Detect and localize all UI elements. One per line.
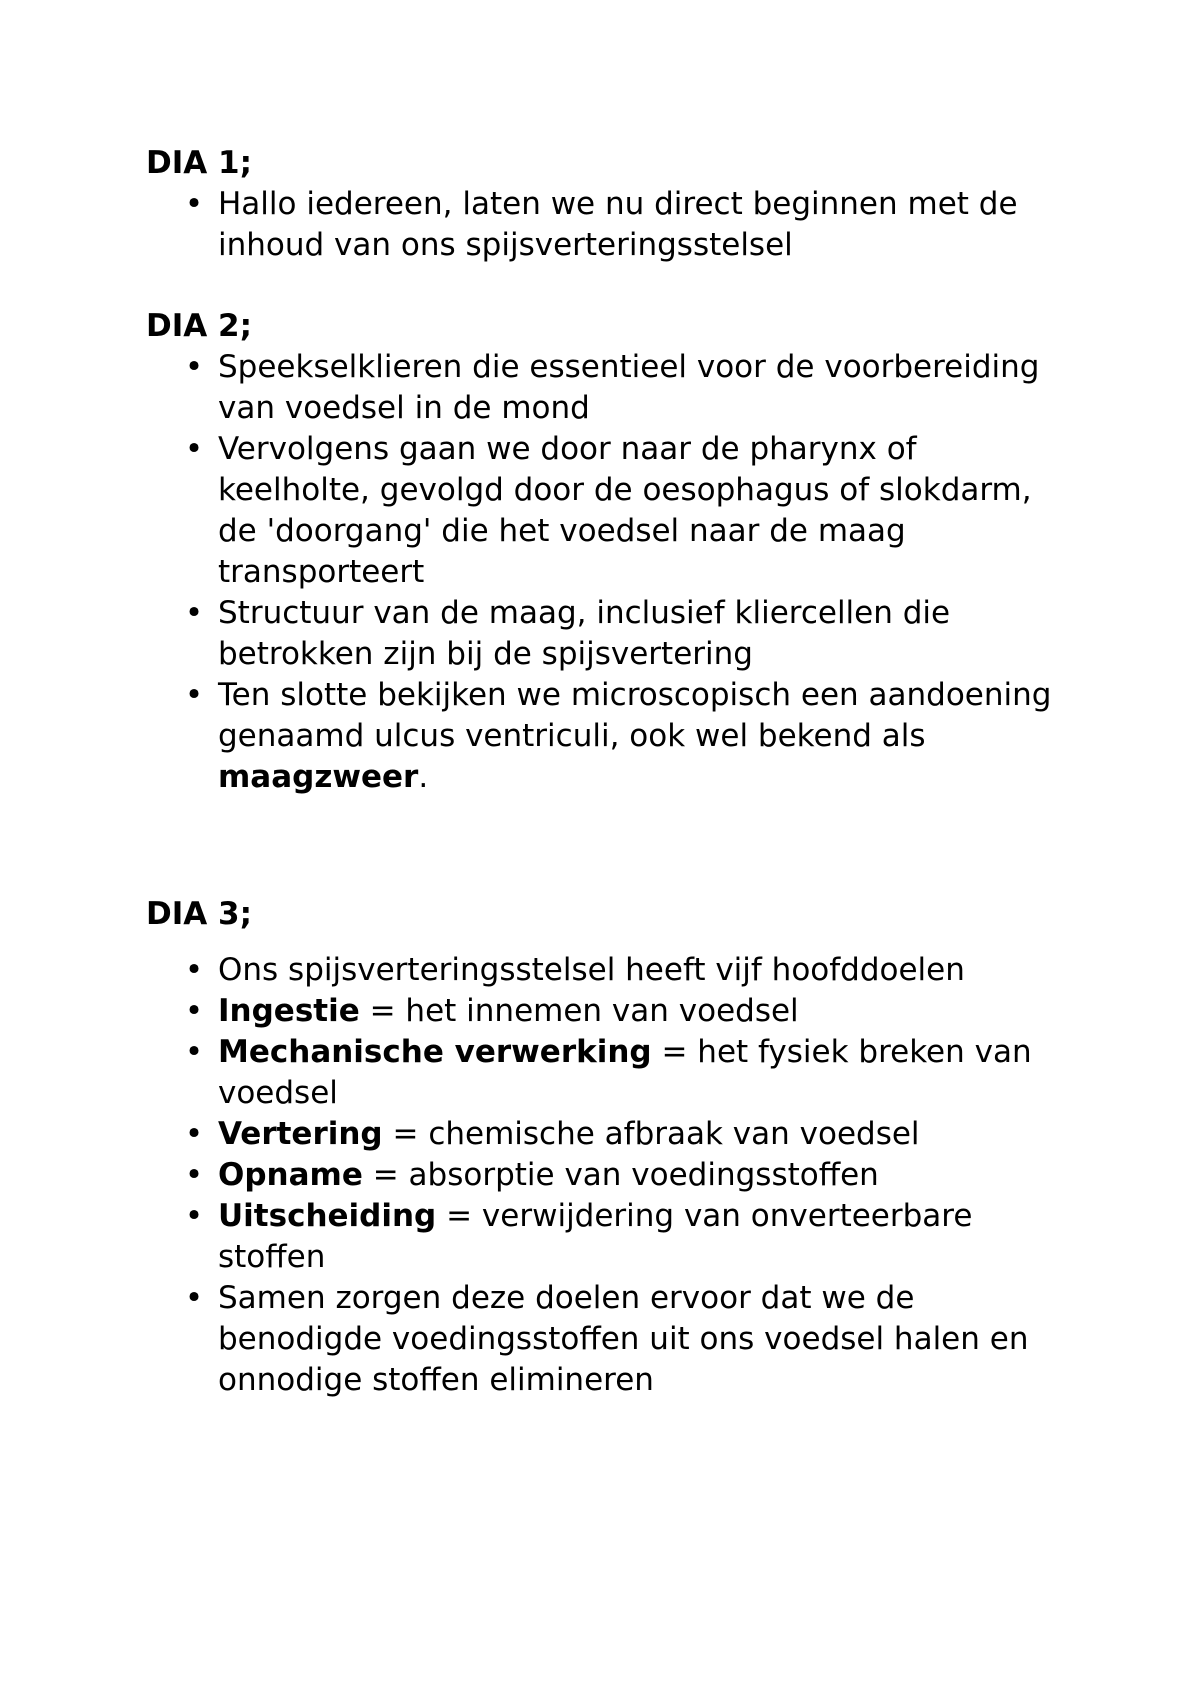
- list-item-bold-term: Opname: [218, 1157, 363, 1193]
- list-item-text-post: .: [418, 759, 429, 795]
- list-item: [146, 429, 1076, 593]
- list-item-bold-term: maagzweer: [218, 759, 419, 795]
- list-item-bold-term: Uitscheiding: [218, 1198, 437, 1234]
- list-item: [146, 347, 1076, 429]
- list-item: [146, 991, 1076, 1032]
- bullet-dot-icon: •: [184, 349, 204, 385]
- list-item-text-pre: Ten slotte bekijken we microscopisch een aandoening genaamd ulcus ventriculi, ook wel bekend als: [218, 677, 1052, 754]
- list-item: [146, 1032, 1076, 1114]
- bullet-dot-icon: •: [184, 595, 204, 631]
- list-item-definition: = het innemen van voedsel: [359, 993, 799, 1029]
- section-heading: DIA 1;: [146, 145, 253, 181]
- bullet-dot-icon: •: [184, 1034, 204, 1070]
- list-item: [146, 1155, 1076, 1196]
- bullet-dot-icon: •: [184, 431, 204, 467]
- section-heading: DIA 3;: [146, 896, 253, 932]
- section-dia-3: [146, 894, 1076, 1401]
- list-item-text: Samen zorgen deze doelen ervoor dat we de benodigde voedingsstoffen uit ons voedsel halen en onnodige stoffen elimineren: [218, 1280, 1029, 1398]
- bullet-list: [146, 184, 1076, 266]
- section-heading: DIA 2;: [146, 308, 253, 344]
- list-item: [146, 950, 1076, 991]
- list-item-bold-term: Ingestie: [218, 993, 360, 1029]
- list-item: [146, 1196, 1076, 1278]
- bullet-dot-icon: •: [184, 993, 204, 1029]
- list-item-bold-term: Mechanische verwerking: [218, 1034, 652, 1070]
- list-item-text: Vervolgens gaan we door naar de pharynx of keelholte, gevolgd door de oesophagus of slokdarm, de 'doorgang' die het voedsel naar de maag transporteert: [218, 431, 1032, 590]
- list-item-definition: = het fysiek breken van voedsel: [218, 1034, 1032, 1111]
- list-item-definition: = chemische afbraak van voedsel: [382, 1116, 920, 1152]
- list-item: [146, 1114, 1076, 1155]
- list-item: [146, 593, 1076, 675]
- list-item-text: Structuur van de maag, inclusief kliercellen die betrokken zijn bij de spijsvertering: [218, 595, 951, 672]
- bullet-list: [146, 347, 1076, 798]
- bullet-dot-icon: •: [184, 1116, 204, 1152]
- bullet-dot-icon: •: [184, 186, 204, 222]
- list-item: [146, 1278, 1076, 1401]
- list-item: [146, 675, 1076, 798]
- bullet-dot-icon: •: [184, 952, 204, 988]
- bullet-dot-icon: •: [184, 1157, 204, 1193]
- section-dia-2: [146, 306, 1076, 798]
- bullet-list: [146, 950, 1076, 1401]
- list-item-text: Speekselklieren die essentieel voor de voorbereiding van voedsel in de mond: [218, 349, 1040, 426]
- section-dia-1: [146, 143, 1076, 266]
- spacer: [146, 935, 1076, 950]
- list-item-text: Hallo iedereen, laten we nu direct beginnen met de inhoud van ons spijsverteringsstelsel: [218, 186, 1018, 263]
- bullet-dot-icon: •: [184, 677, 204, 713]
- list-item-definition: = absorptie van voedingsstoffen: [362, 1157, 879, 1193]
- bullet-dot-icon: •: [184, 1198, 204, 1234]
- list-item-text: Ons spijsverteringsstelsel heeft vijf hoofddoelen: [218, 952, 965, 988]
- list-item-bold-term: Vertering: [218, 1116, 383, 1152]
- bullet-dot-icon: •: [184, 1280, 204, 1316]
- list-item-definition: = verwijdering van onverteerbare stoffen: [218, 1198, 973, 1275]
- list-item: [146, 184, 1076, 266]
